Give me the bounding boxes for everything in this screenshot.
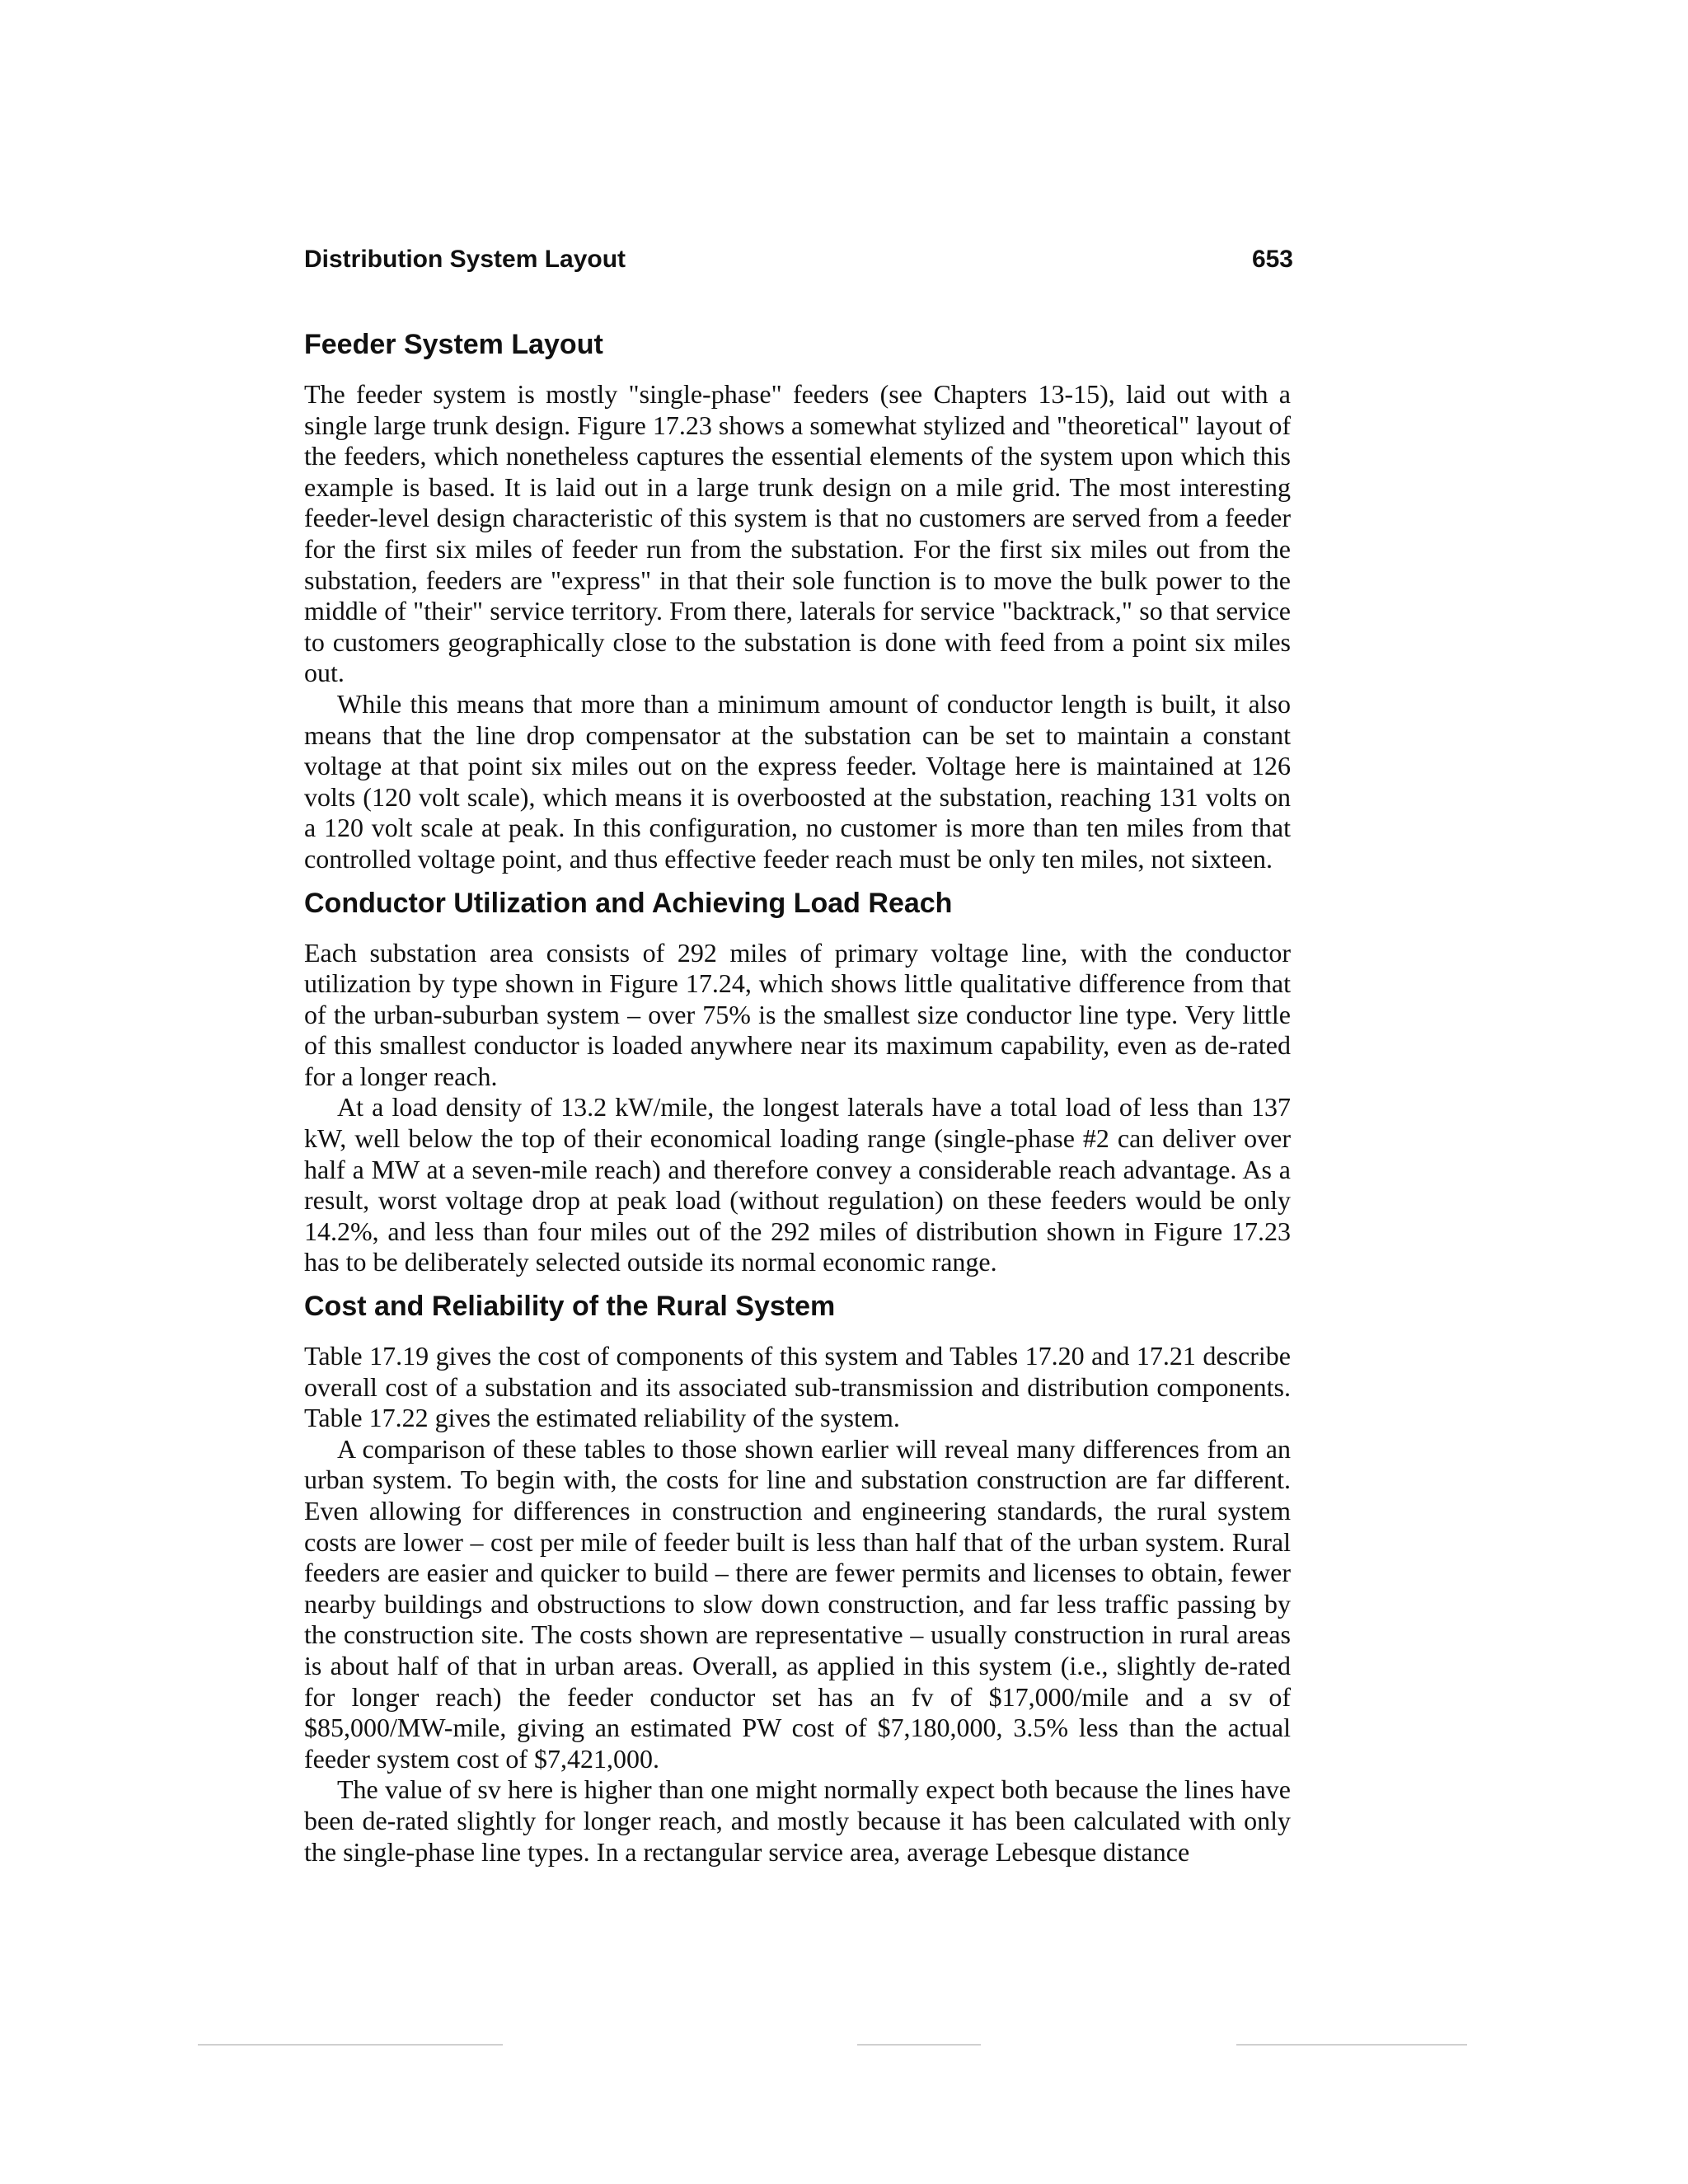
scan-artifact-line	[1236, 2044, 1467, 2046]
section-heading-conductor-utilization: Conductor Utilization and Achieving Load Reach	[304, 887, 953, 919]
running-head-title: Distribution System Layout	[304, 246, 626, 273]
paragraph: Each substation area consists of 292 miles of primary voltage line, with the conductor utilization by type shown in Figure 17.24, which shows little qualitative difference from that of the urban-suburban system – over 75% is the smallest size conductor line type. Very little of this smallest conductor is loaded anywhere near its maximum capability, even as de-rated for a longer reach.	[304, 937, 1291, 1091]
paragraph: The feeder system is mostly "single-phase" feeders (see Chapters 13-15), laid out with a single large trunk design. Figure 17.23 shows a somewhat stylized and "theoretical" layout of the feeders, which nonetheless captures the essential elements of the system upon which this example is based. It is laid out in a large trunk design on a mile grid. The most interesting feeder-level design characteristic of this system is that no customers are served from a feeder for the first six miles of feeder run from the substation. For the first six miles out from the substation, feeders are "express" in that their sole function is to move the bulk power to the middle of "their" service territory. From there, laterals for service "backtrack," so that service to customers geographically close to the substation is done with feed from a point six miles out.	[304, 379, 1291, 688]
section-heading-feeder-system-layout: Feeder System Layout	[304, 329, 603, 360]
paragraph: While this means that more than a minimum amount of conductor length is built, it also means that the line drop compensator at the substation can be set to maintain a constant voltage at that point six miles out on the express feeder. Voltage here is maintained at 126 volts (120 volt scale), which means it is overboosted at the substation, reaching 131 volts on a 120 volt scale at peak. In this configuration, no customer is more than ten miles from that controlled voltage point, and thus effective feeder reach must be only ten miles, not sixteen.	[304, 688, 1291, 874]
section-heading-cost-and-reliability: Cost and Reliability of the Rural System	[304, 1291, 836, 1323]
paragraph: The value of sv here is higher than one might normally expect both because the lines have been de-rated slightly for longer reach, and mostly because it has been calculated with only the single-phase line types. In a rectangular service area, average Lebesque distance	[304, 1774, 1291, 1867]
paragraph: At a load density of 13.2 kW/mile, the longest laterals have a total load of less than 137 kW, well below the top of their economical loading range (single-phase #2 can deliver over half a MW at a seven-mile reach) and therefore convey a considerable reach advantage. As a result, worst voltage drop at peak load (without regulation) on these feeders would be only 14.2%, and less than four miles out of the 292 miles of distribution shown in Figure 17.23 has to be deliberately selected outside its normal economic range.	[304, 1092, 1291, 1277]
scan-artifact-line	[857, 2044, 981, 2046]
scan-artifact-line	[198, 2044, 503, 2046]
body-column	[304, 328, 1291, 1868]
paragraph: Table 17.19 gives the cost of components of this system and Tables 17.20 and 17.21 describe overall cost of a substation and its associated sub-transmission and distribution components. Table 17.22 gives the estimated reliability of the system.	[304, 1341, 1291, 1433]
paragraph: A comparison of these tables to those shown earlier will reveal many differences from an urban system. To begin with, the costs for line and substation construction are far different. Even allowing for differences in construction and engineering standards, the rural system costs are lower – cost per mile of feeder built is less than half that of the urban system. Rural feeders are easier and quicker to build – there are fewer permits and licenses to obtain, fewer nearby buildings and obstructions to slow down construction, and far less traffic passing by the construction site. The costs shown are representative – usually construction in rural areas is about half of that in urban areas. Overall, as applied in this system (i.e., slightly de-rated for longer reach) the feeder conductor set has an fv of $17,000/mile and a sv of $85,000/MW-mile, giving an estimated PW cost of $7,180,000, 3.5% less than the actual feeder system cost of $7,421,000.	[304, 1433, 1291, 1774]
page-number: 653	[1251, 246, 1293, 273]
